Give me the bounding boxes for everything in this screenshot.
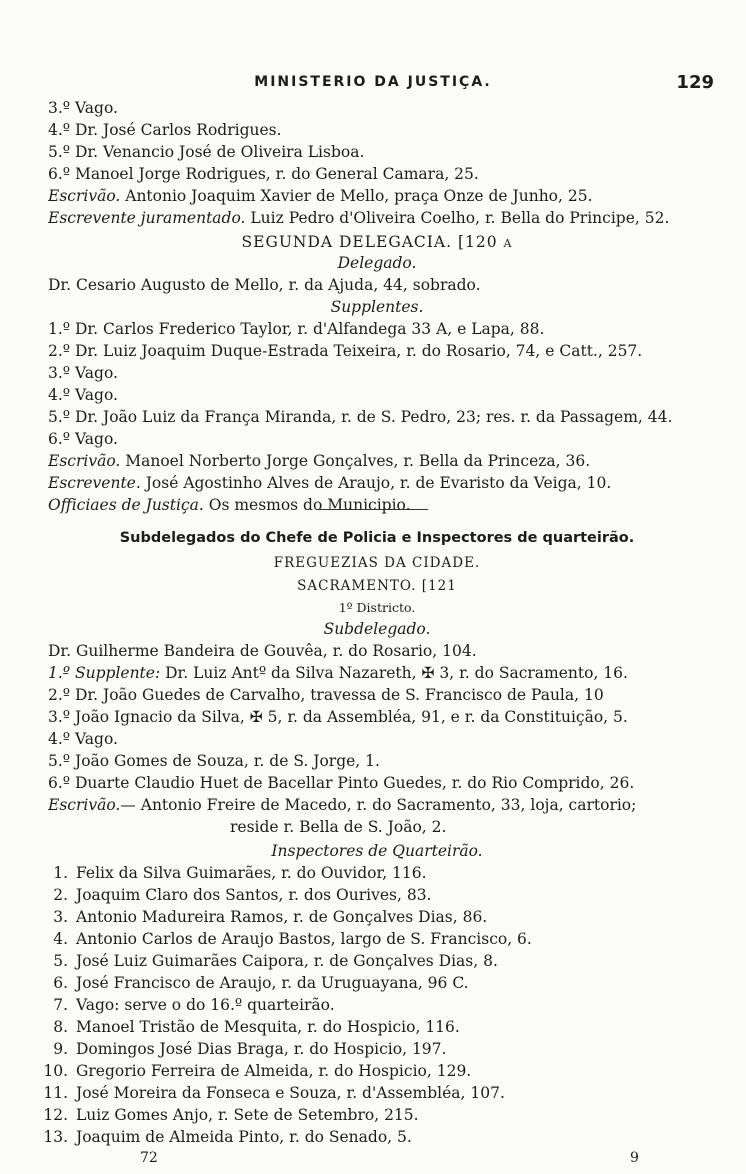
list-text: Manoel Tristão de Mesquita, r. do Hospicio, 116. (76, 1018, 460, 1036)
officiaes-line (48, 494, 706, 516)
list-text: Antonio Madureira Ramos, r. de Gonçalves Dias, 86. (76, 908, 488, 926)
list-item (42, 1104, 706, 1126)
supplente-line: 3.º Vago. (48, 364, 118, 382)
list-text: José Luiz Guimarães Caipora, r. de Gonçalves Dias, 8. (76, 952, 498, 970)
text-line: 3.º Vago. (48, 99, 118, 117)
escrevente-label: Escrevente. (48, 474, 141, 492)
list-number: 8. (53, 1018, 68, 1036)
escrivao-line (48, 450, 706, 472)
text-line: 5.º Dr. Venancio José de Oliveira Lisboa. (48, 143, 365, 161)
page-number: 129 (676, 72, 714, 93)
list-text: Luiz Gomes Anjo, r. Sete de Setembro, 215. (76, 1106, 419, 1124)
list-text: José Francisco de Araujo, r. da Uruguayana, 96 C. (76, 974, 469, 992)
list-number: 3. (53, 908, 68, 926)
supplente-label: 1.º Supplente: (48, 664, 161, 682)
officiaes-label: Officiaes de Justiça. (48, 496, 204, 514)
escrevente-label: Escrevente juramentado. (48, 209, 246, 227)
subdelegado-line: Dr. Guilherme Bandeira de Gouvêa, r. do Rosario, 104. (48, 642, 477, 660)
supplente-line: 6.º Vago. (48, 430, 118, 448)
list-item (42, 1060, 706, 1082)
supplente-line: 4.º Vago. (48, 386, 118, 404)
sacramento-heading: SACRAMENTO. [121 (297, 578, 457, 594)
escrevente-text: José Agostinho Alves de Araujo, r. de Evaristo da Veiga, 10. (145, 474, 612, 492)
text-line: 4.º Dr. José Carlos Rodrigues. (48, 121, 282, 139)
list-item (42, 950, 706, 972)
list-text: Joaquim Claro dos Santos, r. dos Ourives, 83. (76, 886, 432, 904)
escrivao-text: Antonio Joaquim Xavier de Mello, praça Onze de Junho, 25. (125, 187, 593, 205)
list-number: 7. (53, 996, 68, 1014)
list-number: 9. (53, 1040, 68, 1058)
escrivao-line (48, 794, 706, 816)
supplentes-label: Supplentes. (330, 298, 424, 316)
list-number: 5. (53, 952, 68, 970)
list-item (42, 1082, 706, 1104)
supplente-text: Dr. Luiz Antº da Silva Nazareth, ✠ 3, r. do Sacramento, 16. (165, 664, 628, 682)
supplente-line: 5.º João Gomes de Souza, r. de S. Jorge, 1. (48, 752, 380, 770)
list-item (42, 884, 706, 906)
list-number: 10. (43, 1062, 68, 1080)
escrivao-label: Escrivão.— (48, 796, 136, 814)
subdelegados-heading: Subdelegados do Chefe de Policia e Inspectores de quarteirão. (119, 530, 635, 546)
list-text: Joaquim de Almeida Pinto, r. do Senado, 5. (76, 1128, 412, 1146)
supplente-line (48, 662, 706, 684)
escrevente-line (48, 472, 706, 494)
supplente-line: 1.º Dr. Carlos Frederico Taylor, r. d'Alfandega 33 A, e Lapa, 88. (48, 320, 545, 338)
list-item (42, 862, 706, 884)
list-item (42, 928, 706, 950)
supplente-line: 2.º Dr. Luiz Joaquim Duque-Estrada Teixeira, r. do Rosario, 74, e Catt., 257. (48, 342, 643, 360)
list-number: 12. (43, 1106, 68, 1124)
list-number: 4. (53, 930, 68, 948)
list-text: Gregorio Ferreira de Almeida, r. do Hospicio, 129. (76, 1062, 472, 1080)
supplente-line: 5.º Dr. João Luiz da França Miranda, r. de S. Pedro, 23; res. r. da Passagem, 44. (48, 408, 673, 426)
list-text: Antonio Carlos de Araujo Bastos, largo de S. Francisco, 6. (76, 930, 532, 948)
list-item (42, 906, 706, 928)
section-divider (316, 509, 428, 510)
escrivao-text: Manoel Norberto Jorge Gonçalves, r. Bella da Princeza, 36. (125, 452, 591, 470)
districto-label: 1º Districto. (338, 600, 416, 615)
escrivao-label: Escrivão. (48, 452, 121, 470)
list-text: Domingos José Dias Braga, r. do Hospicio, 197. (76, 1040, 447, 1058)
list-number: 11. (43, 1084, 68, 1102)
list-number: 1. (53, 864, 68, 882)
escrivao-label: Escrivão. (48, 187, 121, 205)
supplente-line: 3.º João Ignacio da Silva, ✠ 5, r. da Assembléa, 91, e r. da Constituição, 5. (48, 708, 628, 726)
freguezias-heading: FREGUEZIAS DA CIDADE. (273, 555, 481, 571)
subdelegado-label: Subdelegado. (323, 620, 431, 638)
list-number: 13. (43, 1128, 68, 1146)
escrivao-text: Antonio Freire de Macedo, r. do Sacramento, 33, loja, cartorio; (140, 796, 637, 814)
list-number: 6. (53, 974, 68, 992)
list-text: Felix da Silva Guimarães, r. do Ouvidor, 116. (76, 864, 427, 882)
officiaes-text: Os mesmos do Municipio. (208, 496, 411, 514)
delegado-line: Dr. Cesario Augusto de Mello, r. da Ajuda, 44, sobrado. (48, 276, 481, 294)
supplente-line: 6.º Duarte Claudio Huet de Bacellar Pinto Guedes, r. do Rio Comprido, 26. (48, 774, 635, 792)
delegado-label: Delegado. (337, 254, 417, 272)
escrevente-text: Luiz Pedro d'Oliveira Coelho, r. Bella do Principe, 52. (250, 209, 670, 227)
supplente-line: 2.º Dr. João Guedes de Carvalho, travessa de S. Francisco de Paula, 10 (48, 686, 604, 704)
escrevente-line (48, 207, 706, 229)
list-number: 2. (53, 886, 68, 904)
escrivao-line (48, 185, 706, 207)
list-item (42, 972, 706, 994)
signature-mark-right: 9 (630, 1150, 639, 1166)
list-text: José Moreira da Fonseca e Souza, r. d'Assembléa, 107. (76, 1084, 505, 1102)
list-item (42, 994, 706, 1016)
text-line: 6.º Manoel Jorge Rodrigues, r. do General Camara, 25. (48, 165, 479, 183)
supplente-line: 4.º Vago. (48, 730, 118, 748)
escrivao-continuation: reside r. Bella de S. João, 2. (230, 818, 447, 836)
inspectores-label: Inspectores de Quarteirão. (271, 842, 483, 860)
list-item (42, 1038, 706, 1060)
list-item (42, 1016, 706, 1038)
list-item (42, 1126, 706, 1148)
section-heading: SEGUNDA DELEGACIA. [120 a (241, 233, 513, 251)
list-text: Vago: serve o do 16.º quarteirão. (76, 996, 335, 1014)
running-header: MINISTERIO DA JUSTIÇA. (254, 74, 492, 90)
signature-mark-left: 72 (140, 1150, 158, 1166)
